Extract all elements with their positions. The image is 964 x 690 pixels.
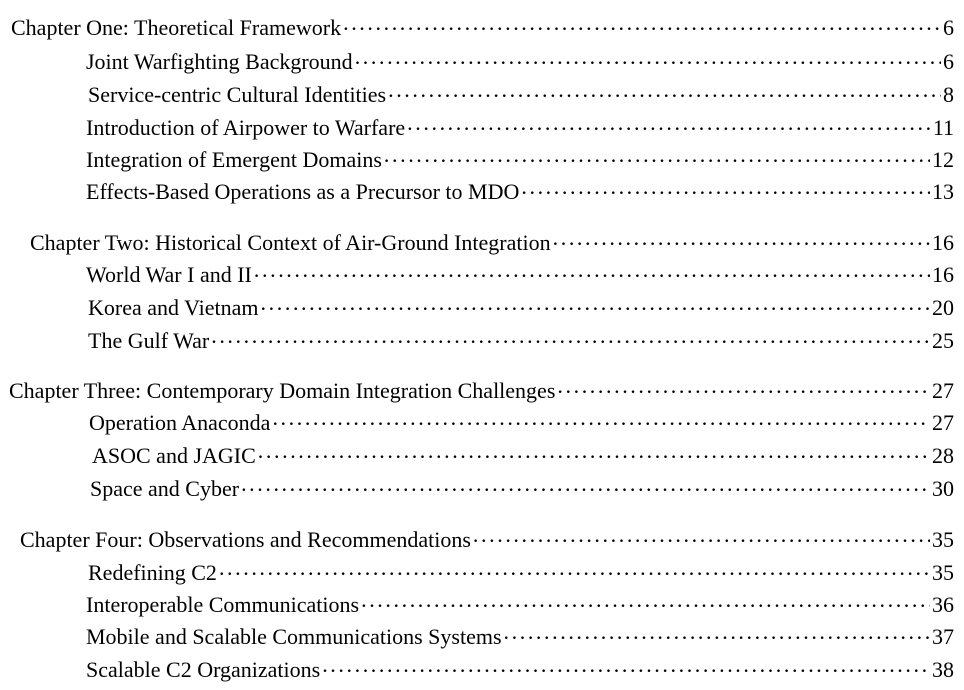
toc-section-entry[interactable]	[89, 408, 954, 437]
page-number: 35	[932, 527, 954, 552]
chapter-title: Chapter Two: Historical Context of Air-Ground Integration	[30, 230, 551, 255]
section-title: Korea and Vietnam	[88, 295, 259, 320]
page-number: 13	[932, 179, 954, 204]
section-title: Introduction of Airpower to Warfare	[86, 115, 406, 140]
section-title: Space and Cyber	[90, 476, 240, 501]
toc-section-entry[interactable]	[88, 293, 954, 322]
chapter-title: Chapter One: Theoretical Framework	[11, 15, 342, 40]
page-number: 12	[932, 147, 954, 172]
toc-section-entry[interactable]	[88, 326, 954, 355]
dot-leader	[553, 228, 930, 250]
toc-section-entry[interactable]	[88, 80, 954, 109]
dot-leader	[388, 80, 941, 102]
dot-leader	[322, 655, 930, 677]
toc-section-entry[interactable]	[92, 441, 954, 470]
section-title: Operation Anaconda	[89, 410, 271, 435]
page-number: 37	[932, 624, 954, 649]
page-number: 35	[932, 560, 954, 585]
page-number: 36	[932, 592, 954, 617]
toc-section-entry[interactable]	[86, 260, 954, 289]
section-title: Effects-Based Operations as a Precursor to MDO	[86, 179, 520, 204]
dot-leader	[504, 622, 930, 644]
section-title: Joint Warfighting Background	[86, 49, 353, 74]
toc-section-entry[interactable]	[86, 177, 954, 206]
toc-chapter-entry[interactable]	[20, 525, 954, 554]
section-title: Interoperable Communications	[86, 592, 360, 617]
page-number: 6	[943, 49, 954, 74]
dot-leader	[361, 590, 930, 612]
section-title: Mobile and Scalable Communications Systems	[86, 624, 502, 649]
toc-section-entry[interactable]	[86, 145, 954, 174]
page-number: 25	[932, 328, 954, 353]
dot-leader	[254, 260, 930, 282]
page-number: 11	[932, 115, 954, 140]
page-number: 16	[932, 262, 954, 287]
toc-section-entry[interactable]	[88, 558, 954, 587]
section-title: Scalable C2 Organizations	[86, 657, 321, 682]
section-title: The Gulf War	[88, 328, 210, 353]
dot-leader	[355, 47, 941, 69]
dot-leader	[521, 177, 930, 199]
toc-section-entry[interactable]	[86, 655, 954, 684]
section-title: Redefining C2	[88, 560, 217, 585]
chapter-title: Chapter Three: Contemporary Domain Integration Challenges	[9, 378, 556, 403]
page-number: 8	[943, 82, 954, 107]
toc-section-entry[interactable]	[86, 622, 954, 651]
toc-section-entry[interactable]	[86, 590, 954, 619]
toc-chapter-entry[interactable]	[11, 13, 954, 42]
page-number: 20	[932, 295, 954, 320]
page-number: 27	[932, 378, 954, 403]
dot-leader	[272, 408, 930, 430]
dot-leader	[343, 13, 941, 35]
chapter-title: Chapter Four: Observations and Recommendations	[20, 527, 471, 552]
dot-leader	[241, 474, 930, 496]
toc-chapter-entry[interactable]	[30, 228, 954, 257]
dot-leader	[261, 293, 930, 315]
dot-leader	[473, 525, 930, 547]
dot-leader	[219, 558, 930, 580]
toc-section-entry[interactable]	[86, 113, 954, 142]
dot-leader	[211, 326, 930, 348]
page-number: 27	[932, 410, 954, 435]
page-number: 6	[943, 15, 954, 40]
section-title: Integration of Emergent Domains	[86, 147, 382, 172]
dot-leader	[557, 376, 930, 398]
dot-leader	[407, 113, 931, 135]
page-number: 30	[932, 476, 954, 501]
section-title: Service-centric Cultural Identities	[88, 82, 387, 107]
toc-chapter-entry[interactable]	[9, 376, 954, 405]
page-number: 28	[932, 443, 954, 468]
toc-section-entry[interactable]	[90, 474, 954, 503]
section-title: ASOC and JAGIC	[92, 443, 256, 468]
page-number: 16	[932, 230, 954, 255]
section-title: World War I and II	[86, 262, 252, 287]
dot-leader	[258, 441, 930, 463]
toc-section-entry[interactable]	[86, 47, 954, 76]
dot-leader	[384, 145, 930, 167]
page-number: 38	[932, 657, 954, 682]
